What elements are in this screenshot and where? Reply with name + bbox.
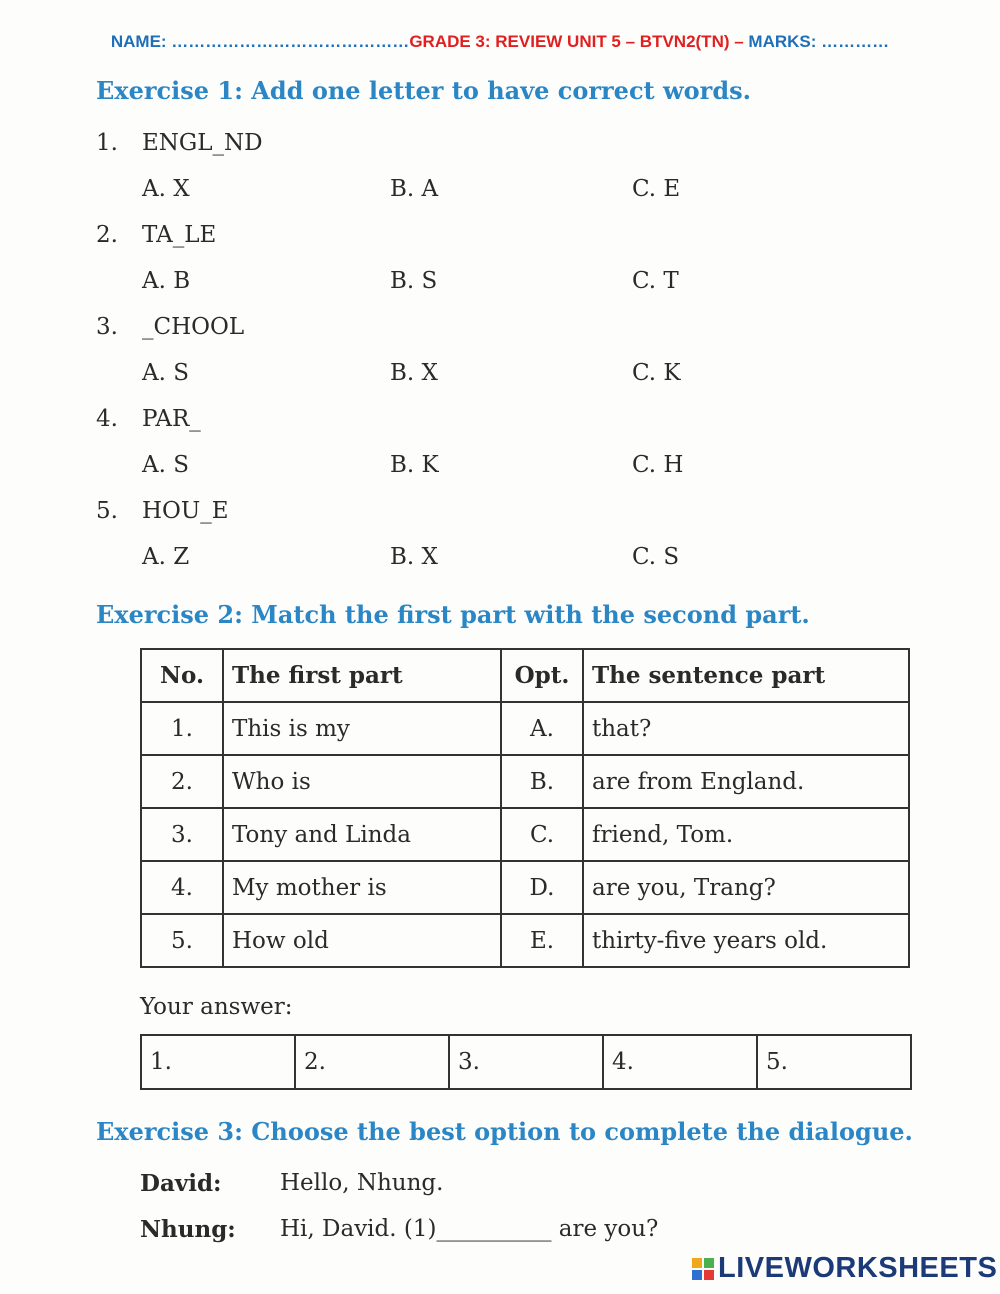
sentence-part-cell: that? (583, 702, 909, 755)
question-word: TA_LE (142, 222, 217, 248)
question-word: HOU_E (142, 498, 229, 524)
first-part-cell: Who is (223, 755, 501, 808)
option-b[interactable]: B. X (390, 544, 438, 570)
table-header-row (141, 649, 909, 702)
option-c[interactable]: C. S (632, 544, 680, 570)
question-number: 4. (96, 406, 118, 432)
row-number: 4. (141, 861, 223, 914)
option-letter: B. (501, 755, 583, 808)
sentence-part-cell: are you, Trang? (583, 861, 909, 914)
question-number: 2. (96, 222, 118, 248)
question-word: _CHOOL (142, 314, 245, 340)
answer-cell[interactable]: 4. (603, 1035, 757, 1089)
question-number: 3. (96, 314, 118, 340)
dialogue-line: Hello, Nhung. (280, 1170, 444, 1196)
column-header: The sentence part (583, 649, 909, 702)
option-letter: D. (501, 861, 583, 914)
question-word: PAR_ (142, 406, 201, 432)
grade-title: GRADE 3: REVIEW UNIT 5 – BTVN2(TN) – (409, 32, 749, 51)
table-row (141, 808, 909, 861)
worksheet-header (0, 32, 1000, 52)
option-c[interactable]: C. H (632, 452, 684, 478)
option-c[interactable]: C. E (632, 176, 681, 202)
exercise3-title: Exercise 3: Choose the best option to complete the dialogue. (96, 1117, 913, 1146)
dialogue-speaker: David: (140, 1170, 222, 1197)
row-number: 3. (141, 808, 223, 861)
table-row (141, 861, 909, 914)
table-row (141, 702, 909, 755)
option-b[interactable]: B. K (390, 452, 439, 478)
logo-text: LIVEWORKSHEETS (718, 1252, 998, 1284)
answer-cell[interactable]: 3. (449, 1035, 603, 1089)
first-part-cell: Tony and Linda (223, 808, 501, 861)
option-b[interactable]: B. A (390, 176, 439, 202)
first-part-cell: My mother is (223, 861, 501, 914)
question-number: 1. (96, 130, 118, 156)
first-part-cell: This is my (223, 702, 501, 755)
first-part-cell: How old (223, 914, 501, 967)
option-a[interactable]: A. X (142, 176, 190, 202)
sentence-part-cell: are from England. (583, 755, 909, 808)
sentence-part-cell: friend, Tom. (583, 808, 909, 861)
sentence-part-cell: thirty-five years old. (583, 914, 909, 967)
row-number: 5. (141, 914, 223, 967)
option-c[interactable]: C. K (632, 360, 681, 386)
option-letter: E. (501, 914, 583, 967)
column-header: Opt. (501, 649, 583, 702)
exercise2-title: Exercise 2: Match the first part with the second part. (96, 600, 810, 629)
name-field-label: NAME: …………………………………… (110, 32, 410, 51)
question-number: 5. (96, 498, 118, 524)
match-table (140, 648, 910, 968)
marks-field-label: MARKS: ………… (748, 32, 890, 51)
dialogue-speaker: Nhung: (140, 1216, 236, 1243)
option-a[interactable]: A. S (142, 452, 189, 478)
table-row (141, 755, 909, 808)
row-number: 2. (141, 755, 223, 808)
answer-cell[interactable]: 2. (295, 1035, 449, 1089)
logo-icon (692, 1258, 714, 1280)
table-row (141, 914, 909, 967)
question-word: ENGL_ND (142, 130, 263, 156)
option-letter: C. (501, 808, 583, 861)
dialogue-line[interactable]: Hi, David. (1)__________ are you? (280, 1216, 659, 1242)
answer-cell[interactable]: 1. (141, 1035, 295, 1089)
option-b[interactable]: B. S (390, 268, 438, 294)
answer-cell[interactable]: 5. (757, 1035, 911, 1089)
option-b[interactable]: B. X (390, 360, 438, 386)
column-header: No. (141, 649, 223, 702)
answer-label: Your answer: (140, 994, 293, 1020)
option-a[interactable]: A. S (142, 360, 189, 386)
option-letter: A. (501, 702, 583, 755)
answer-table (140, 1034, 912, 1090)
option-a[interactable]: A. B (142, 268, 191, 294)
column-header: The first part (223, 649, 501, 702)
option-c[interactable]: C. T (632, 268, 679, 294)
liveworksheets-logo[interactable] (692, 1252, 997, 1285)
option-a[interactable]: A. Z (142, 544, 190, 570)
row-number: 1. (141, 702, 223, 755)
exercise1-title: Exercise 1: Add one letter to have correct words. (96, 76, 751, 105)
